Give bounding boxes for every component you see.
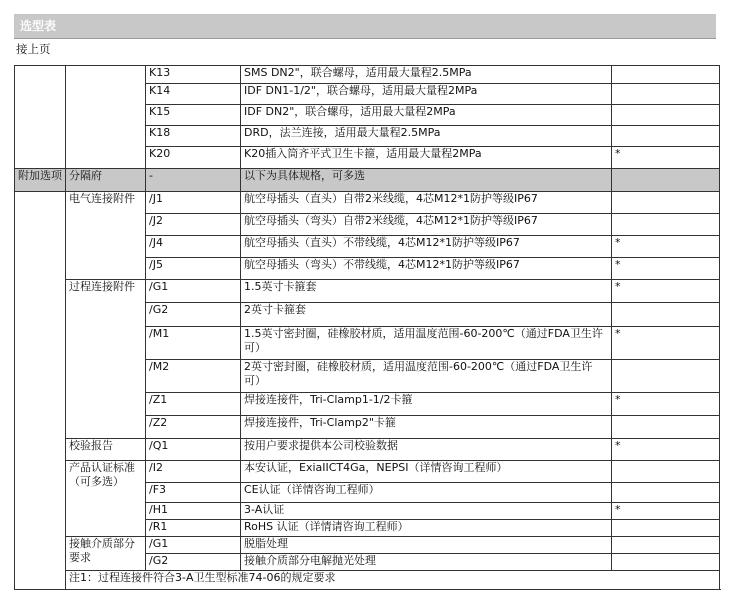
desc-cell: DRD，法兰连接，适用最大量程2.5MPa xyxy=(241,126,612,147)
mark-cell xyxy=(612,192,720,214)
code-cell: /J2 xyxy=(146,214,241,236)
code-cell: /Z2 xyxy=(146,416,241,439)
continued-label: 接上页 xyxy=(16,42,51,56)
mark-cell xyxy=(612,554,720,571)
desc-cell: 焊接连接件，Tri-Clamp2"卡箍 xyxy=(241,416,612,439)
mark-cell xyxy=(612,66,720,84)
desc-cell: 航空母插头（直头）不带线缆，4芯M12*1防护等级IP67 xyxy=(241,236,612,258)
desc-cell: 3-A认证 xyxy=(241,503,612,520)
options-label: 附加选项 xyxy=(15,169,66,192)
mark-cell: * xyxy=(612,503,720,520)
table-row xyxy=(15,66,720,84)
group-label: 校验报告 xyxy=(66,439,146,461)
table-row xyxy=(15,537,720,554)
desc-cell: 航空母插头（弯头）不带线缆，4芯M12*1防护等级IP67 xyxy=(241,258,612,280)
table-row xyxy=(15,439,720,461)
mark-cell xyxy=(612,461,720,483)
mark-cell: * xyxy=(612,280,720,303)
separator-sub: 分隔府 xyxy=(66,169,146,192)
group-label: 接触介质部分要求 xyxy=(66,537,146,571)
desc-cell: 本安认证，ExiaIICT4Ga，NEPSI（详情咨询工程师） xyxy=(241,461,612,483)
mark-cell: * xyxy=(612,258,720,280)
code-cell: K15 xyxy=(146,105,241,126)
mark-cell xyxy=(612,105,720,126)
mark-cell xyxy=(612,214,720,236)
desc-cell: 2英寸卡箍套 xyxy=(241,303,612,327)
desc-cell: 按用户要求提供本公司校验数据 xyxy=(241,439,612,461)
code-cell: /Q1 xyxy=(146,439,241,461)
code-cell: /J1 xyxy=(146,192,241,214)
group-label: 产品认证标准（可多选） xyxy=(66,461,146,537)
desc-cell: RoHS 认证（详情请咨询工程师） xyxy=(241,520,612,537)
code-cell: K18 xyxy=(146,126,241,147)
desc-cell: 焊接连接件，Tri-Clamp1-1/2卡箍 xyxy=(241,393,612,416)
desc-cell: 1.5英寸密封圈，硅橡胶材质，适用温度范围-60-200℃（通过FDA卫生许可） xyxy=(241,327,612,360)
mark-cell: * xyxy=(612,236,720,258)
mark-cell xyxy=(612,520,720,537)
code-cell: /G2 xyxy=(146,554,241,571)
desc-cell: 以下为具体规格，可多选 xyxy=(241,169,612,192)
code-cell: /H1 xyxy=(146,503,241,520)
section-title: 选型表 xyxy=(20,19,57,33)
code-cell: /J5 xyxy=(146,258,241,280)
table-row xyxy=(15,461,720,483)
table-row xyxy=(15,192,720,214)
code-cell: K14 xyxy=(146,84,241,105)
mark-cell xyxy=(612,416,720,439)
desc-cell: 2英寸密封圈，硅橡胶材质，适用温度范围-60-200℃（通过FDA卫生许可） xyxy=(241,360,612,393)
selection-table xyxy=(14,65,720,590)
code-cell: /Z1 xyxy=(146,393,241,416)
code-cell: K20 xyxy=(146,147,241,169)
code-cell: /J4 xyxy=(146,236,241,258)
group-label: 电气连接附件 xyxy=(66,192,146,280)
mark-cell xyxy=(612,483,720,503)
code-cell: /G1 xyxy=(146,537,241,554)
code-cell: - xyxy=(146,169,241,192)
code-cell: /M1 xyxy=(146,327,241,360)
desc-cell: 接触介质部分电解抛光处理 xyxy=(241,554,612,571)
desc-cell: 脱脂处理 xyxy=(241,537,612,554)
desc-cell: IDF DN1-1/2"，联合螺母，适用最大量程2MPa xyxy=(241,84,612,105)
mark-cell xyxy=(612,84,720,105)
mark-cell xyxy=(612,360,720,393)
code-cell: /R1 xyxy=(146,520,241,537)
section-header-bar xyxy=(14,14,716,39)
mark-cell xyxy=(612,303,720,327)
mark-cell: * xyxy=(612,439,720,461)
code-cell: K13 xyxy=(146,66,241,84)
mark-cell: * xyxy=(612,393,720,416)
desc-cell: K20插入筒齐平式卫生卡箍，适用最大量程2MPa xyxy=(241,147,612,169)
desc-cell: 航空母插头（弯头）自带2米线缆，4芯M12*1防护等级IP67 xyxy=(241,214,612,236)
footnote: 注1：过程连接件符合3-A卫生型标准74-06的规定要求 xyxy=(66,571,720,590)
mark-cell xyxy=(612,126,720,147)
desc-cell: CE认证（详情咨询工程师） xyxy=(241,483,612,503)
mark-cell: * xyxy=(612,147,720,169)
code-cell: /G1 xyxy=(146,280,241,303)
separator-row xyxy=(15,169,720,192)
group-label: 过程连接附件 xyxy=(66,280,146,439)
desc-cell: 1.5英寸卡箍套 xyxy=(241,280,612,303)
mark-cell xyxy=(612,537,720,554)
desc-cell: 航空母插头（直头）自带2米线缆，4芯M12*1防护等级IP67 xyxy=(241,192,612,214)
mark-cell: * xyxy=(612,327,720,360)
code-cell: /G2 xyxy=(146,303,241,327)
note-row xyxy=(15,571,720,590)
code-cell: /I2 xyxy=(146,461,241,483)
code-cell: /M2 xyxy=(146,360,241,393)
code-cell: /F3 xyxy=(146,483,241,503)
desc-cell: IDF DN2"，联合螺母，适用最大量程2MPa xyxy=(241,105,612,126)
desc-cell: SMS DN2"，联合螺母，适用最大量程2.5MPa xyxy=(241,66,612,84)
table-row xyxy=(15,280,720,303)
